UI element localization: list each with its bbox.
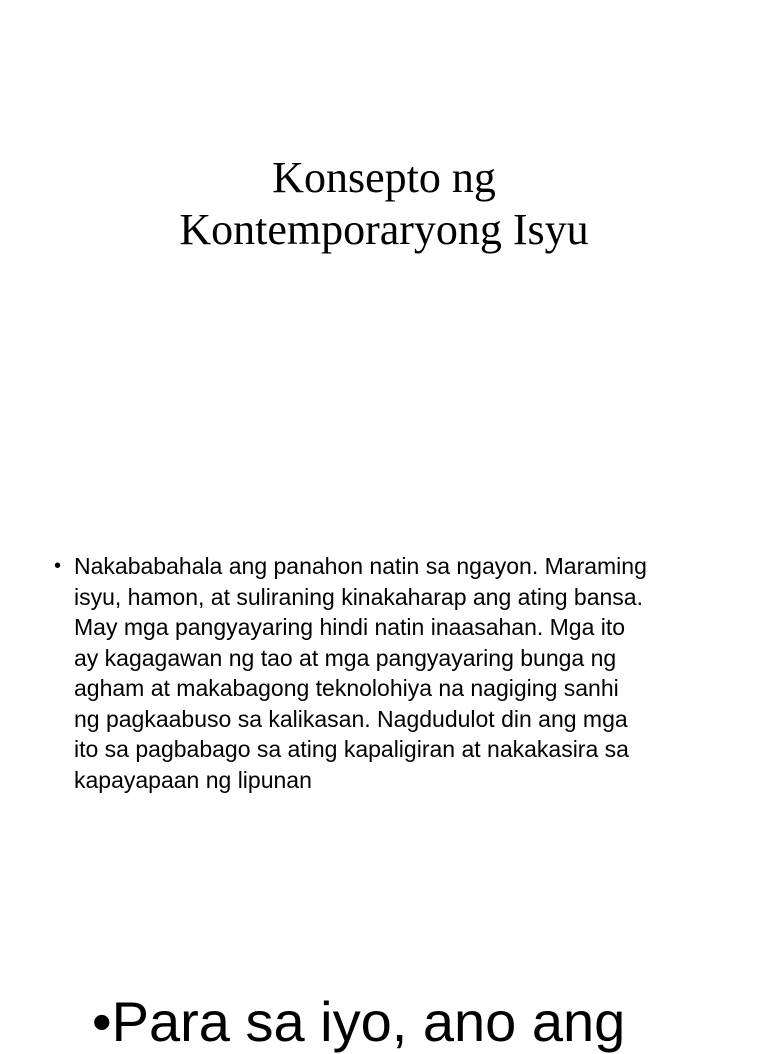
bullet-line-5: agham at makabagong teknolohiya na nagiging sanhi xyxy=(74,675,619,701)
bullet-item xyxy=(54,551,724,795)
bullet-line-3: May mga pangyayaring hindi natin inaasahan. Mga ito xyxy=(74,614,626,640)
bullet-line-2: isyu, hamon, at suliraning kinakaharap ang ating bansa. xyxy=(74,583,643,610)
bullet-line-8: kapayapaan ng lipunan xyxy=(74,766,312,793)
bullet-line-7: ito sa pagbabago sa ating kapaligiran at nakakasira sa xyxy=(74,736,629,762)
next-slide-question-cutoff: •Para sa iyo, ano ang xyxy=(92,990,626,1053)
bullet-line-1: Nakababahala ang panahon natin sa ngayon. Maraming xyxy=(74,553,647,579)
bullet-marker: • xyxy=(54,555,62,577)
bullet-line-4: ay kagagawan ng tao at mga pangyayaring bunga ng xyxy=(74,644,617,671)
bullet-text xyxy=(74,551,724,795)
title-line-2: Kontemporaryong Isyu xyxy=(179,205,589,254)
bullet-line-6: ng pagkaabuso sa kalikasan. Nagdudulot din ang mga xyxy=(74,705,628,732)
slide-title xyxy=(0,152,768,256)
title-line-1: Konsepto ng xyxy=(272,153,496,202)
bullet-paragraph xyxy=(54,551,724,795)
